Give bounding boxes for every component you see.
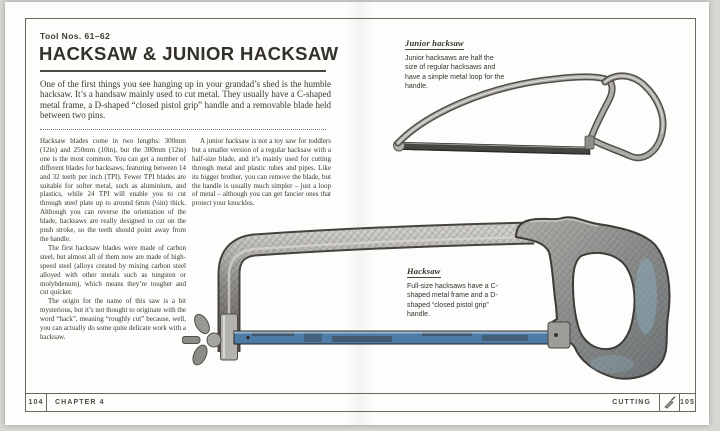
chisel-icon — [659, 394, 680, 411]
junior-hacksaw-caption — [405, 33, 506, 92]
tool-numbers: Tool Nos. 61–62 — [40, 31, 111, 41]
chapter-label: CHAPTER 4 — [55, 399, 105, 406]
paragraph: Hacksaw blades come in two lengths: 300mm (12in) and 250mm (10in), but the 300mm (12in) one is the most common. You can get a number of different blades for hacksaws, featuring between 14 and 32 teeth per inch (TPI). Fewer TPI blades are suitable for softer metal, such as aluminium, and plastics, while 24 TPI will enable you to cut through steel plate up to around 6mm (¼in) thick. Although you can reverse the orientation of the blade, hacksaws are really designed to cut on the push stroke, so the teeth should point away from the handle. — [40, 137, 186, 243]
body-column-2 — [192, 137, 331, 208]
paragraph: The origin for the name of this saw is a bit mysterious, but it’s not thought to originate with the word “hack”, meaning “roughly cut” because, well, you can actually do some quite delicate work with a hacksaw. — [40, 297, 186, 341]
hacksaw-caption-text: Full-size hacksaws have a C-shaped metal frame and a D-shaped “closed pistol grip” handle. — [407, 283, 499, 319]
junior-caption-text: Junior hacksaws are half the size of regular hacksaws and have a simple metal loop for the handle. — [405, 55, 505, 91]
paragraph: The first hacksaw blades were made of carbon steel, but almost all of them now are made of high-speed steel (alloys created by mixing carbon steel alloyed with other metals such as tungsten or molybdenum), which means they’re tougher and cut quicker. — [40, 243, 186, 297]
junior-caption-title: Junior hacksaw — [405, 38, 464, 48]
hacksaw-caption — [407, 261, 513, 320]
page-footer — [26, 393, 695, 411]
intro-paragraph: One of the first things you see hanging up in your grandad’s shed is the humble hacksaw. It’s a handsaw mainly used to cut metal. They usually have a C-shaped metal frame, a D-shaped “closed pistol grip” handle and a removable blade held between two pins. — [40, 79, 331, 121]
hacksaw-caption-title: Hacksaw — [407, 266, 441, 276]
footer-main — [47, 394, 659, 411]
page-title: HACKSAW & JUNIOR HACKSAW — [39, 43, 339, 64]
dotted-divider — [40, 129, 326, 130]
body-column-1 — [40, 137, 186, 342]
page-number-left: 104 — [26, 394, 47, 411]
section-label: CUTTING — [612, 399, 651, 406]
paragraph: A junior hacksaw is not a toy saw for toddlers but a smaller version of a regular hacksaw with a half-size blade, and it’s mainly used for cutting through metal and plastic tubes and pipes. Like its bigger brother, you can remove the blade, but the handle is usually much simpler – just a loop of metal – although you can get fancier ones that protect your knuckles. — [192, 137, 331, 208]
wingnut — [182, 312, 221, 367]
title-rule — [40, 70, 326, 72]
page-number-right: 105 — [680, 399, 695, 406]
